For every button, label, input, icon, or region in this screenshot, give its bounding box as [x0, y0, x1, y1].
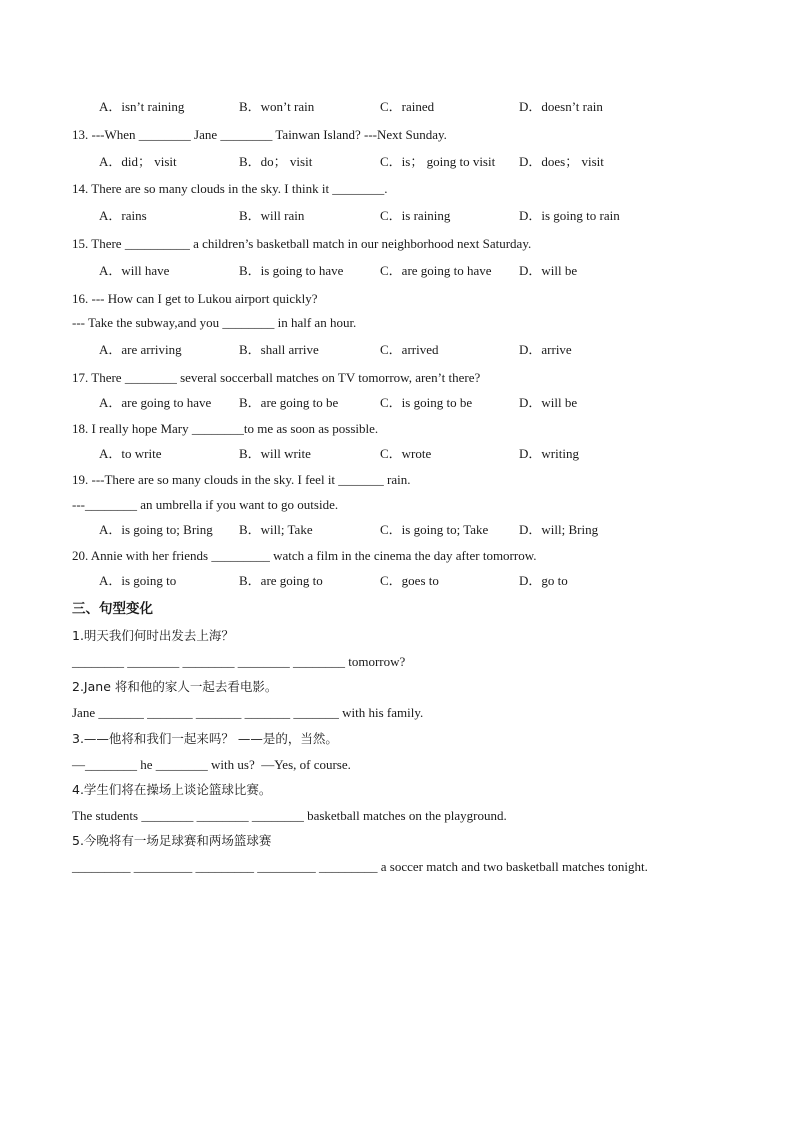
q13-option-d: D．does； visit	[519, 154, 604, 169]
q16-option-d: D．arrive	[519, 342, 572, 357]
transform-5-chinese: 5.今晚将有一场足球赛和两场篮球赛	[72, 833, 272, 848]
transform-2-english: Jane _______ _______ _______ _______ _______ with his family.	[72, 705, 424, 720]
q18-options	[99, 446, 779, 462]
transform-5-english: _________ _________ _________ _________ _________ a soccer match and two basketball matches tonight.	[72, 859, 648, 874]
q12-option-d: D．doesn’t rain	[519, 99, 603, 114]
q14-option-b: B．will rain	[239, 208, 305, 223]
q15-options	[99, 263, 779, 279]
q17-options	[99, 395, 779, 411]
q12-options	[99, 99, 779, 115]
q17-option-d: D．will be	[519, 395, 578, 410]
q15-option-b: B．is going to have	[239, 263, 344, 278]
transform-2-chinese: 2.Jane 将和他的家人一起去看电影。	[72, 679, 278, 694]
q17-stem: 17. There ________ several soccerball matches on TV tomorrow, aren’t there?	[72, 370, 481, 385]
q18-option-b: B．will write	[239, 446, 311, 461]
q13-option-c: C．is； going to visit	[380, 154, 496, 169]
q20-options	[99, 573, 779, 589]
q12-option-b: B．won’t rain	[239, 99, 315, 114]
q18-option-c: C．wrote	[380, 446, 432, 461]
q16-option-a: A．are arriving	[99, 342, 182, 357]
q12-option-a: A．isn’t raining	[99, 99, 185, 114]
q18-option-a: A．to write	[99, 446, 162, 461]
section-title: 三、句型变化	[72, 601, 153, 617]
q17-option-b: B．are going to be	[239, 395, 339, 410]
q19-option-b: B．will; Take	[239, 522, 313, 537]
q20-option-d: D．go to	[519, 573, 568, 588]
q16-option-c: C．arrived	[380, 342, 439, 357]
q13-stem: 13. ---When ________ Jane ________ Tainwan Island? ---Next Sunday.	[72, 127, 447, 142]
q15-stem: 15. There __________ a children’s basketball match in our neighborhood next Saturday.	[72, 236, 532, 251]
transform-3-chinese: 3.——他将和我们一起来吗？ ——是的，当然。	[72, 731, 338, 746]
q12-option-c: C．rained	[380, 99, 435, 114]
transform-4-chinese: 4.学生们将在操场上谈论篮球比赛。	[72, 782, 272, 797]
q14-stem: 14. There are so many clouds in the sky. I think it ________.	[72, 181, 388, 196]
q19-option-a: A．is going to; Bring	[99, 522, 213, 537]
q16-stem: 16. --- How can I get to Lukou airport quickly?	[72, 291, 318, 306]
q18-stem: 18. I really hope Mary ________to me as soon as possible.	[72, 421, 379, 436]
q20-option-a: A．is going to	[99, 573, 177, 588]
q16-stem-reply: --- Take the subway,and you ________ in half an hour.	[72, 315, 357, 330]
q13-option-a: A．did； visit	[99, 154, 177, 169]
q15-option-c: C．are going to have	[380, 263, 492, 278]
q14-option-d: D．is going to rain	[519, 208, 620, 223]
q19-stem: 19. ---There are so many clouds in the sky. I feel it _______ rain.	[72, 472, 411, 487]
q17-option-c: C．is going to be	[380, 395, 473, 410]
q20-option-c: C．goes to	[380, 573, 439, 588]
transform-1-english: ________ ________ ________ ________ ________ tomorrow?	[72, 654, 406, 669]
transform-4-english: The students ________ ________ ________ basketball matches on the playground.	[72, 808, 507, 823]
q14-options	[99, 208, 779, 224]
q20-option-b: B．are going to	[239, 573, 323, 588]
q16-options	[99, 342, 779, 358]
q16-option-b: B．shall arrive	[239, 342, 319, 357]
transform-1-chinese: 1.明天我们何时出发去上海？	[72, 628, 234, 643]
q19-option-d: D．will; Bring	[519, 522, 599, 537]
q19-stem-reply: ---________ an umbrella if you want to go outside.	[72, 497, 339, 512]
q19-option-c: C．is going to; Take	[380, 522, 489, 537]
q20-stem: 20. Annie with her friends _________ watch a film in the cinema the day after tomorrow.	[72, 548, 537, 563]
q15-option-a: A．will have	[99, 263, 170, 278]
q13-options	[99, 154, 779, 170]
q14-option-a: A．rains	[99, 208, 147, 223]
q14-option-c: C．is raining	[380, 208, 451, 223]
q15-option-d: D．will be	[519, 263, 578, 278]
transform-3-english: —________ he ________ with us? —Yes, of course.	[72, 757, 351, 772]
q18-option-d: D．writing	[519, 446, 579, 461]
q17-option-a: A．are going to have	[99, 395, 212, 410]
q13-option-b: B．do； visit	[239, 154, 313, 169]
q19-options	[99, 522, 779, 538]
